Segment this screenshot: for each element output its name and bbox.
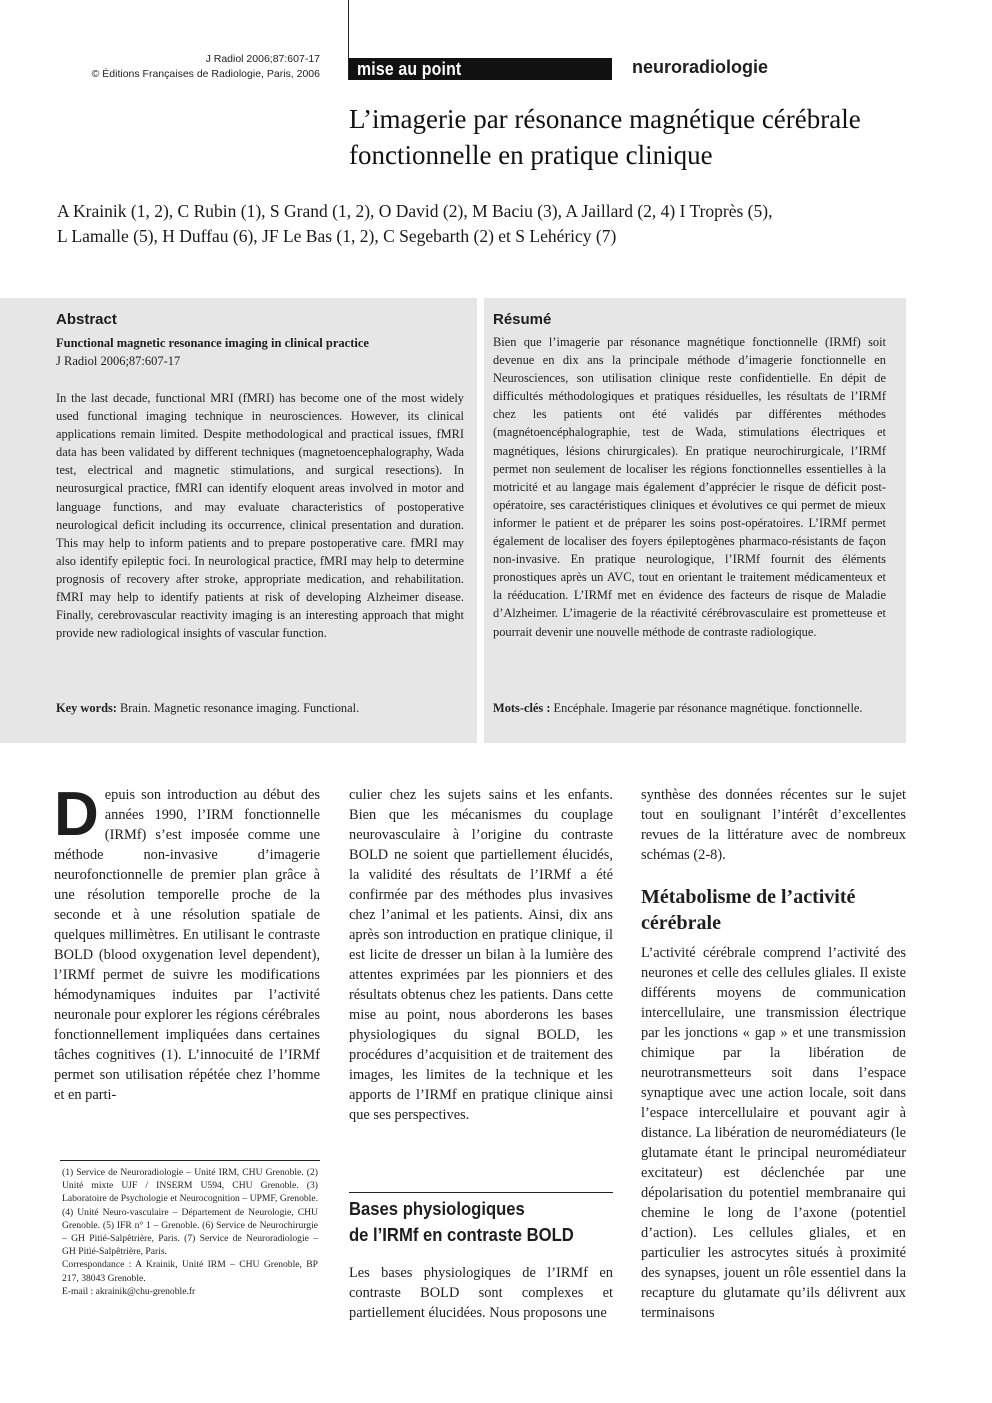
resume-text: Bien que l’imagerie par résonance magnétique fonctionnelle (IRMf) soit devenue en dix ans la principale méthode d’imagerie fonctionnelle en Neurosciences, son utilisation clinique reste confidentielle. En dépit de difficultés méthodologiques et pratiques résiduelles, les résultats de l’IRMf chez les patients ont été validés par différentes méthodes (magnétoencéphalographie, test de Wada, stimulations électriques et magnétiques, lésions chirurgicales). En pratique neurochirurgicale, l’IRMf permet non seulement de localiser les régions fonctionnelles essentielles à la motricité et au langage mais également d’apprécier le risque de déficit post-opératoire, ses caractéristiques cliniques et évolutives ce qui permet de mieux informer le patient et de préparer les soins post-opératoires. L’IRMf permet également de localiser des foyers épileptogènes pharmaco-résistants de façon non-invasive. En pratique neurologique, l’IRMf fournit des éléments pronostiques après un AVC, tout en orientant le traitement médicamenteux et la rééducation. L’IRMf met en évidence des facteurs de risque de Maladie d’Alzheimer. L’imagerie de la réactivité cérébrovasculaire est prometteuse et pourrait devenir une nouvelle méthode de contraste radiologique. [493,335,886,639]
footnote-email: E-mail : akrainik@chu-grenoble.fr [62,1285,196,1297]
body-column-3-intro: synthèse des données récentes sur le sujet tout en soulignant l’intérêt d’excellentes revues de la littérature avec de nombreux schémas (2-8). [641,787,906,863]
keywords-list: Brain. Magnetic resonance imaging. Functional. [116,701,360,715]
section-label: neuroradiologie [632,57,769,77]
section-heading-line-1: Bases physiologiques [349,1198,525,1219]
footnote-correspondence: Correspondance : A Krainik, Unité IRM – CHU Grenoble, BP 217, 38043 Grenoble. [62,1259,318,1284]
authors-line-2: L Lamalle (5), H Duffau (6), JF Le Bas (1, 2), C Segebarth (2) et S Lehéricy (7) [57,226,617,246]
section-heading-bases [349,1196,619,1248]
rubric-label: mise au point [357,59,462,79]
resume-keywords [493,699,886,717]
abstract-citation: J Radiol 2006;87:607-17 [56,354,181,369]
body-column-1 [54,780,320,1105]
author-list [57,199,917,249]
journal-reference: J Radiol 2006;87:607-17 [205,53,320,65]
resume-heading: Résumé [493,311,552,328]
abstract-heading: Abstract [56,311,117,328]
abstract-subtitle-block [56,334,466,370]
body-column-2: culier chez les sujets sains et les enfants. Bien que les mécanismes du couplage neurovasculaire à l’origine du contraste BOLD ne soient que partiellement élucidés, la validité des résultats de l’IRMf a été confirmée par des méthodes plus invasives chez l’animal et les patients. Ainsi, dix ans après son introduction en pratique clinique, il est licite de dresser un bilan à la lumière des attentes exprimées par les pionniers et des résultats obtenus chez les patients. Dans cette mise au point, nous aborderons les bases physiologiques du signal BOLD, les procédures d’acquisition et de traitement des images, les limites de la technique et les apports de l’IRMf en pratique clinique ainsi que ses perspectives. [349,787,613,1123]
rubric-bar [349,58,612,80]
subsection-heading-metabolisme [641,884,906,936]
body-column-3: L’activité cérébrale comprend l’activité des neurones et celle des cellules gliales. Il existe différents moyens de communication intercellulaire, une transmission électrique par les jonctions « gap » et une transmission chimique par la libération de neurotransmetteurs soit dans l’espace synaptique avec une action locale, soit dans l’espace intercellulaire et pouvant agir à distance. La libération de neuromédiateurs (le glutamate étant le principal neuromédiateur excitateur) est déclenchée par une dépolarisation du potentiel membranaire qui chemine le long de l’axone (potentiel d’action). Les cellules gliales, et en particulier les astrocytes situés à proximité des synapses, jouent un rôle essentiel dans la recapture du glutamate qu’ils délivrent aux terminaisons [641,945,906,1321]
abstract-box [0,298,477,743]
col1-text: epuis son introduction au début des années 1990, l’IRM fonctionnelle (IRMf) s’est imposée comme une méthode non-invasive d’imagerie neurofonctionnelle de premier plan grâce à une résolution temporelle proche de la seconde et à une résolution spatiale de quelques millimètres. En utilisant le contraste BOLD (blood oxygenation level dependent), l’IRMf permet de suivre les modifications hémodynamiques induites par l’activité neuronale pour explorer les régions cérébrales fonctionnellement impliquées dans certaines tâches cognitives (1). L’innocuité de l’IRMf permet son utilisation répétée chez l’homme et en parti- [54,787,320,1103]
resume-box [484,298,906,743]
article-title [349,101,929,173]
section-rule [349,1192,613,1193]
journal-info [92,52,320,82]
mots-cles-label: Mots-clés : [493,701,551,715]
footnote [62,1166,318,1298]
publisher-copyright: © Éditions Françaises de Radiologie, Paris, 2006 [91,68,320,80]
title-line-2: fonctionnelle en pratique clinique [349,140,713,170]
subsection-heading-line-2: cérébrale [641,912,721,934]
abstract-keywords [56,699,464,717]
abstract-subtitle: Functional magnetic resonance imaging in clinical practice [56,336,369,350]
footnote-rule [60,1160,320,1161]
footnote-affiliations: (1) Service de Neuroradiologie – Unité IRM, CHU Grenoble. (2) Unité mixte UJF / INSERM U594, CHU Grenoble. (3) Laboratoire de Psychologie et Neurocognition – UPMF, Grenoble. (4) Unité Neuro-vasculaire – Département de Neurologie, CHU Grenoble. (5) IFR n° 1 – Grenoble. (6) Service de Neurochirurgie – GH Pitié-Salpêtrière, Paris. (7) Service de Neuroradiologie – GH Pitié-Salpêtrière, Paris. [62,1167,318,1258]
body-column-2-continued: Les bases physiologiques de l’IRMf en contraste BOLD sont complexes et partiellement élucidées. Nous proposons une [349,1265,613,1321]
mots-cles-list: Encéphale. Imagerie par résonance magnétique. fonctionnelle. [550,701,863,715]
drop-cap: D [54,780,99,849]
authors-line-1: A Krainik (1, 2), C Rubin (1), S Grand (1, 2), O David (2), M Baciu (3), A Jaillard (2, 4) I Troprès (5), [57,201,773,221]
title-line-1: L’imagerie par résonance magnétique cérébrale [349,104,861,134]
section-heading-line-2: de l’IRMf en contraste BOLD [349,1224,574,1245]
subsection-heading-line-1: Métabolisme de l’activité [641,886,856,908]
abstract-text: In the last decade, functional MRI (fMRI) has become one of the most widely used functional imaging technique in neurosciences. However, its clinical applications remain limited. Despite methodological and practical issues, fMRI data has been validated by different techniques (magnetoencephalography, Wada test, electrical and magnetic stimulations, and surgical resections). In neurosurgical practice, fMRI can identify eloquent areas involved in motor and language functions, and may evaluate characteristics of postoperative neurological deficit including its occurrence, clinical presentation and duration. This may help to inform patients and to prepare postoperative care. fMRI may also identify epileptic foci. In neurological practice, fMRI may help to determine prognosis of recovery after stroke, appropriate medication, and rehabilitation. fMRI may help to identify patients at risk of developing Alzheimer disease. Finally, cerebrovascular reactivity imaging is an interesting approach that might provide new radiological insights of vascular function. [56,391,464,641]
keywords-label: Key words: [56,701,117,715]
